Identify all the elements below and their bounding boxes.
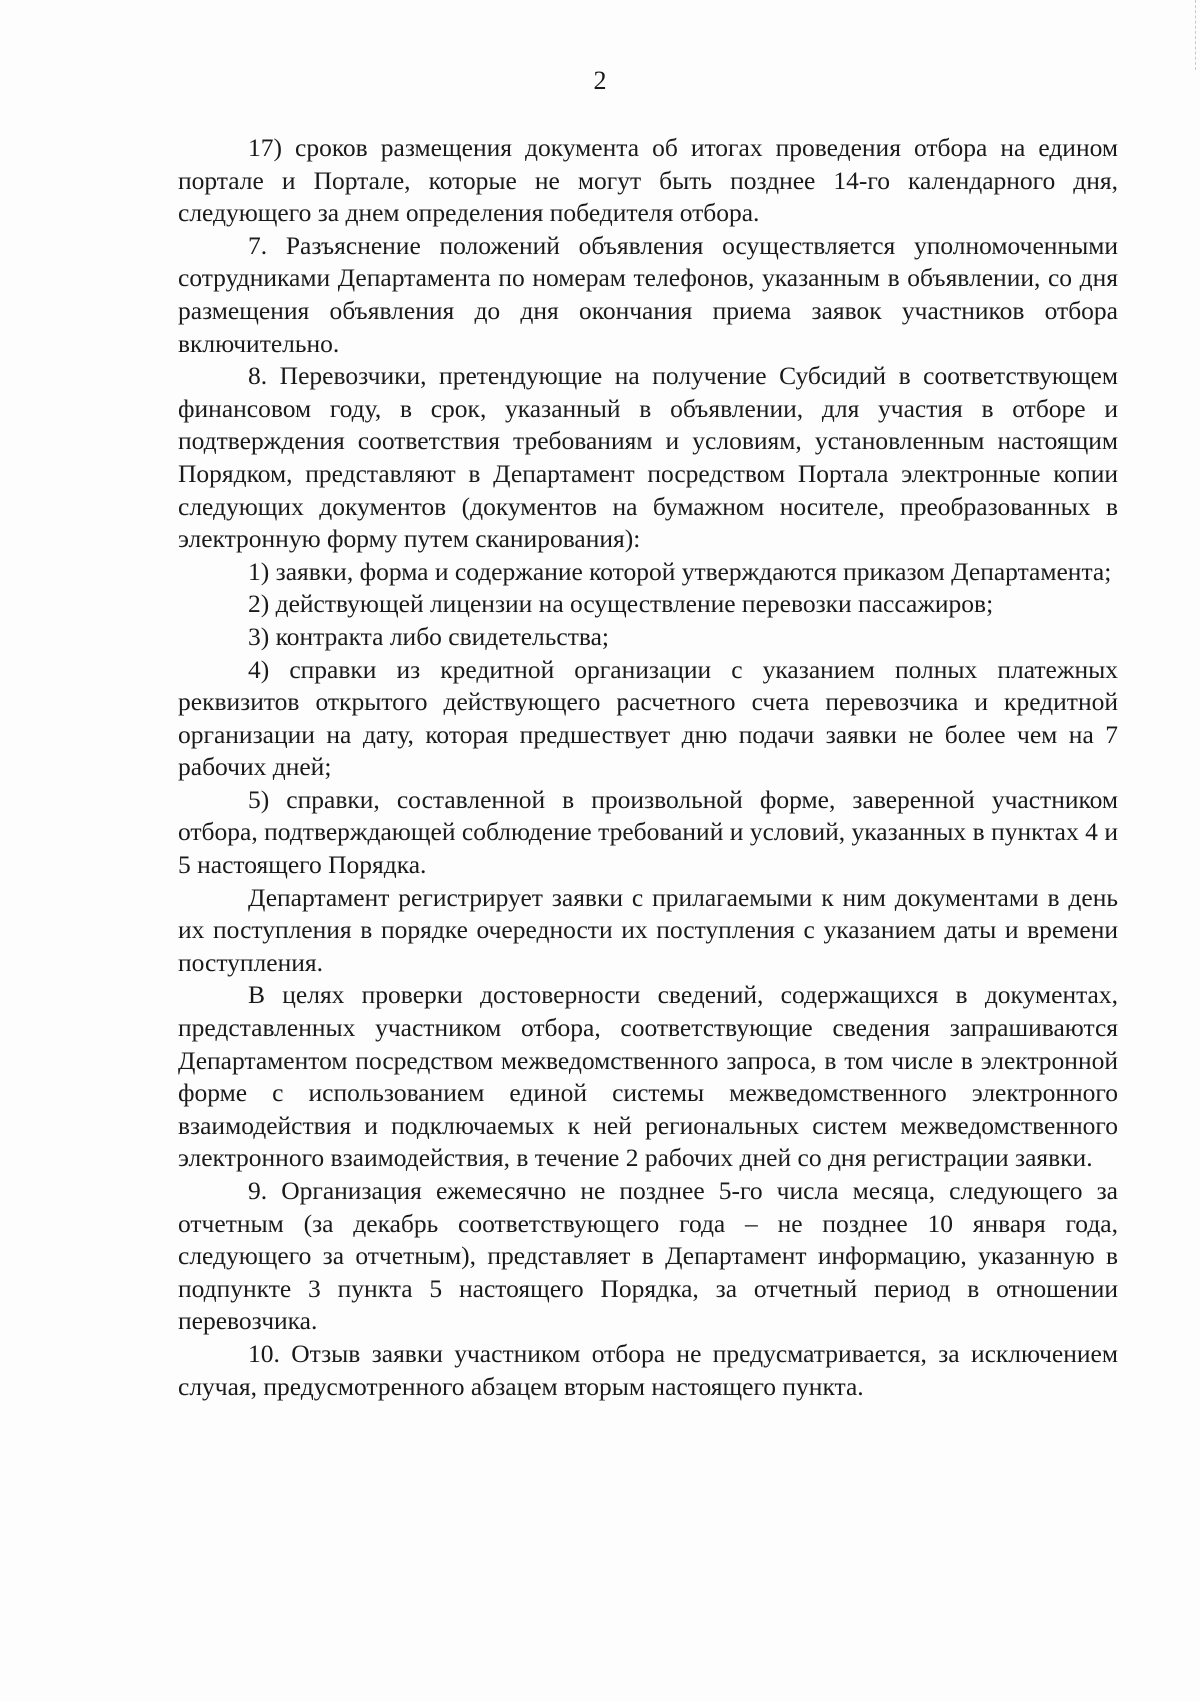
list-item-1-application: 1) заявки, форма и содержание которой утверждаются приказом Департамента;	[248, 556, 1112, 586]
paragraph-item-17-publication-deadline: 17) сроков размещения документа об итогах проведения отбора на едином портале и Портале, которые не могут быть позднее 14-го календарного дня, следующего за днем определения победителя отбора.	[178, 133, 1118, 228]
paragraph-9-monthly-report: 9. Организация ежемесячно не позднее 5-го числа месяца, следующего за отчетным (за декабрь соответствующего года – не позднее 10 января года, следующего за отчетным), представляет в Департамент информацию, указанную в подпункте 3 пункта 5 настоящего Порядка, за отчетный период в отношении перевозчика.	[178, 1176, 1118, 1336]
paragraph-8-documents: 8. Перевозчики, претендующие на получение Субсидий в соответствующем финансовом году, в срок, указанный в объявлении, для участия в отборе и подтверждения соответствия требованиям и условиям, установленным настоящим Порядком, представляют в Департамент посредством Портала электронные копии следующих документов (документов на бумажном носителе, преобразованных в электронную форму путем сканирования):	[178, 361, 1118, 554]
page-number: 2	[593, 66, 607, 95]
list-item-4-bank-statement: 4) справки из кредитной организации с указанием полных платежных реквизитов открытого действующего расчетного счета перевозчика и кредитной организации на дату, которая предшествует дню подачи заявки не более чем на 7 рабочих дней;	[178, 654, 1118, 782]
paragraph-10-withdrawal: 10. Отзыв заявки участником отбора не предусматривается, за исключением случая, предусмотренного абзацем вторым настоящего пункта.	[178, 1338, 1118, 1401]
document-body	[178, 132, 1118, 1403]
list-item-5-compliance-statement: 5) справки, составленной в произвольной форме, заверенной участником отбора, подтверждающей соблюдение требований и условий, указанных в пунктах 4 и 5 настоящего Порядка.	[178, 784, 1118, 880]
paragraph-7-clarification: 7. Разъяснение положений объявления осуществляется уполномоченными сотрудниками Департамента по номерам телефонов, указанным в объявлении, со дня размещения объявления до дня окончания приема заявок участников отбора включительно.	[178, 230, 1118, 358]
paragraph-registration: Департамент регистрирует заявки с прилагаемыми к ним документами в день их поступления в порядке очередности их поступления с указанием даты и времени поступления.	[178, 882, 1118, 977]
scan-edge-mark	[1193, 0, 1196, 70]
list-item-2-license: 2) действующей лицензии на осуществление перевозки пассажиров;	[248, 589, 994, 619]
list-item-3-contract: 3) контракта либо свидетельства;	[248, 621, 609, 651]
paragraph-interagency-request: В целях проверки достоверности сведений, содержащихся в документах, представленных участником отбора, соответствующие сведения запрашиваются Департаментом посредством межведомственного запроса, в том числе в электронной форме с использованием единой системы межведомственного электронного взаимодействия и подключаемых к ней региональных систем межведомственного электронного взаимодействия, в течение 2 рабочих дней со дня регистрации заявки.	[178, 980, 1118, 1173]
